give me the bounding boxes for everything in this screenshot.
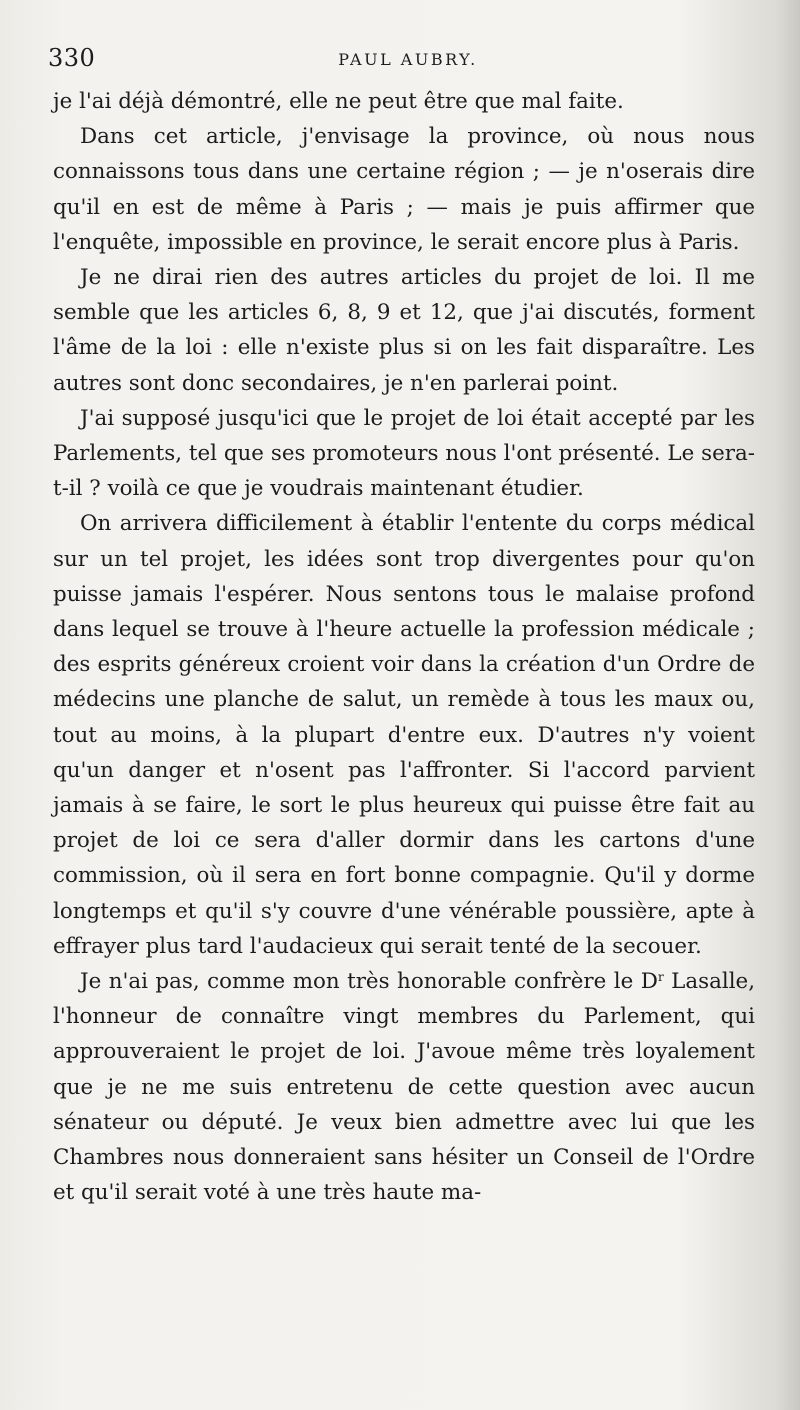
paragraph: On arrivera difficilement à établir l'entente du corps médical sur un tel projet, les idées sont trop divergentes pour qu'on puisse jamais l'espérer. Nous sentons tous le malaise profond dans lequel se trouve à l'heure actuelle la profession médicale ; des esprits généreux croient voir dans la création d'un Ordre de médecins une planche de salut, un remède à tous les maux ou, tout au moins, à la plupart d'entre eux. D'autres n'y voient qu'un danger et n'osent pas l'affronter. Si l'accord parvient jamais à se faire, le sort le plus heureux qui puisse être fait au projet de loi ce sera d'aller dormir dans les cartons d'une commission, où il sera en fort bonne compagnie. Qu'il y dorme longtemps et qu'il s'y couvre d'une vénérable poussière, apte à effrayer plus tard l'audacieux qui serait tenté de la secouer. (53, 511, 755, 959)
body-text (53, 84, 755, 1211)
superscript: r (657, 970, 664, 985)
running-head: PAUL AUBRY. (338, 50, 478, 69)
text-segment: Je n'ai pas, comme mon très honorable confrère le D (80, 969, 658, 995)
paragraph: J'ai supposé jusqu'ici que le projet de loi était accepté par les Parlements, tel que ses promoteurs nous l'ont présenté. Le sera-t-il ? voilà ce que je voudrais maintenant étudier. (53, 405, 755, 502)
paragraph-continuation: je l'ai déjà démontré, elle ne peut être que mal faite. (53, 89, 624, 114)
page-number: 330 (48, 44, 96, 72)
text-segment: Lasalle, l'honneur de connaître vingt membres du Parlement, qui approuveraient le projet de loi. J'avoue même très loyalement que je ne me suis entretenu de cette question avec aucun sénateur ou député. Je veux bien admettre avec lui que les Chambres nous donneraient sans hésiter un Conseil de l'Ordre et qu'il serait voté à une très haute ma- (53, 969, 755, 1206)
paragraph-last (53, 964, 755, 1210)
paragraph: Dans cet article, j'envisage la province, où nous nous connaissons tous dans une certaine région ; — je n'oserais dire qu'il en est de même à Paris ; — mais je puis affirmer que l'enquête, impossible en province, le serait encore plus à Paris. (53, 124, 755, 255)
page-header (48, 44, 768, 74)
paragraph: Je ne dirai rien des autres articles du projet de loi. Il me semble que les articles 6, 8, 9 et 12, que j'ai discutés, forment l'âme de la loi : elle n'existe plus si on les fait disparaître. Les autres sont donc secondaires, je n'en parlerai point. (53, 265, 755, 396)
